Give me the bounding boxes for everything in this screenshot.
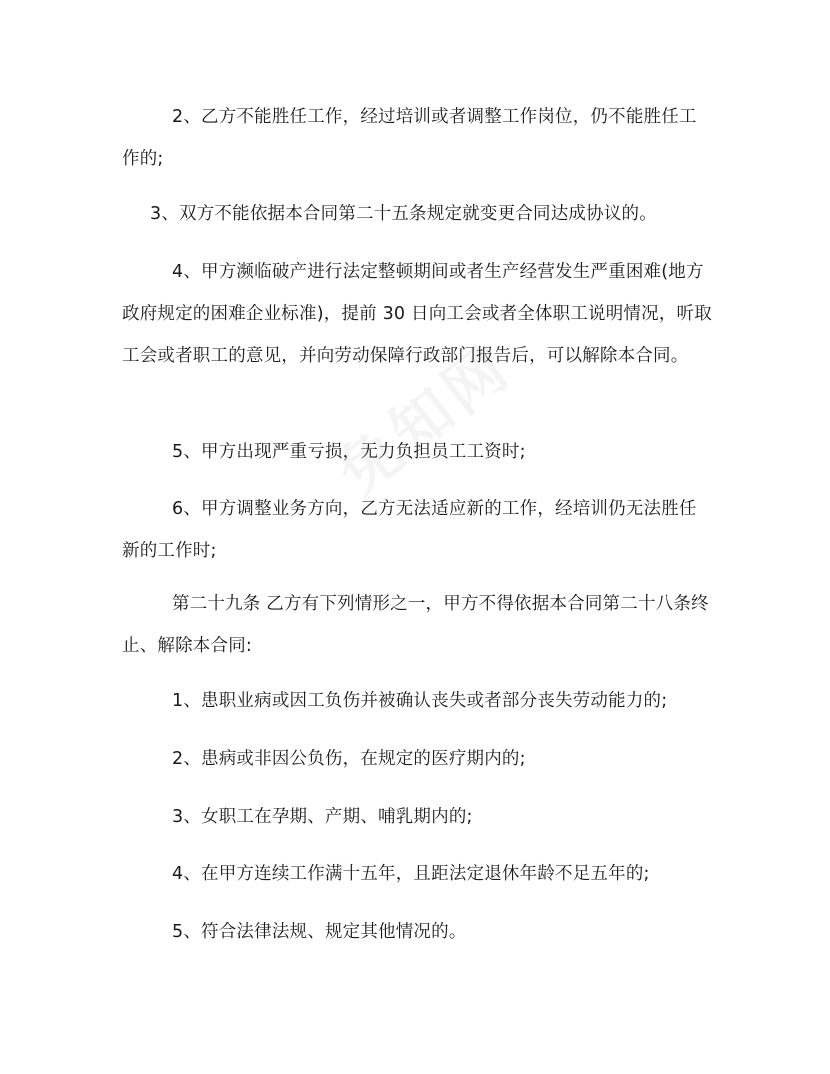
paragraph bbox=[122, 488, 712, 572]
paragraph-text: 1、患职业病或因工负伤并被确认丧失或者部分丧失劳动能力的; bbox=[172, 691, 668, 711]
paragraph bbox=[122, 583, 712, 667]
paragraph-text: 3、双方不能依据本合同第二十五条规定就变更合同达成协议的。 bbox=[150, 204, 657, 224]
paragraph-text: 5、甲方出现严重亏损，无力负担员工工资时; bbox=[172, 442, 526, 462]
paragraph-text: 4、甲方濒临破产进行法定整顿期间或者生产经营发生严重困难(地方政府规定的困难企业标准)，提前 30 日向工会或者全体职工说明情况，听取工会或者职工的意见，并向劳动保障行政部门报告后，可以解除本合同。 bbox=[122, 262, 712, 366]
paragraph bbox=[122, 96, 712, 180]
paragraph-text: 4、在甲方连续工作满十五年，且距法定退休年龄不足五年的; bbox=[172, 864, 650, 884]
paragraph-text: 第二十九条 乙方有下列情形之一，甲方不得依据本合同第二十八条终止、解除本合同: bbox=[122, 594, 709, 656]
paragraph bbox=[122, 251, 712, 377]
paragraph bbox=[122, 680, 712, 722]
paragraph bbox=[122, 193, 712, 235]
paragraph-text: 2、乙方不能胜任工作，经过培训或者调整工作岗位，仍不能胜任工作的; bbox=[122, 107, 697, 169]
paragraph-text: 6、甲方调整业务方向，乙方无法适应新的工作，经培训仍无法胜任新的工作时; bbox=[122, 499, 697, 561]
paragraph bbox=[122, 853, 712, 895]
paragraph-text: 5、符合法律法规、规定其他情况的。 bbox=[172, 922, 467, 942]
paragraph bbox=[122, 911, 712, 953]
paragraph bbox=[122, 738, 712, 780]
paragraph-text: 2、患病或非因公负伤，在规定的医疗期内的; bbox=[172, 749, 526, 769]
paragraph bbox=[122, 431, 712, 473]
paragraph-text: 3、女职工在孕期、产期、哺乳期内的; bbox=[172, 807, 473, 827]
paragraph bbox=[122, 796, 712, 838]
